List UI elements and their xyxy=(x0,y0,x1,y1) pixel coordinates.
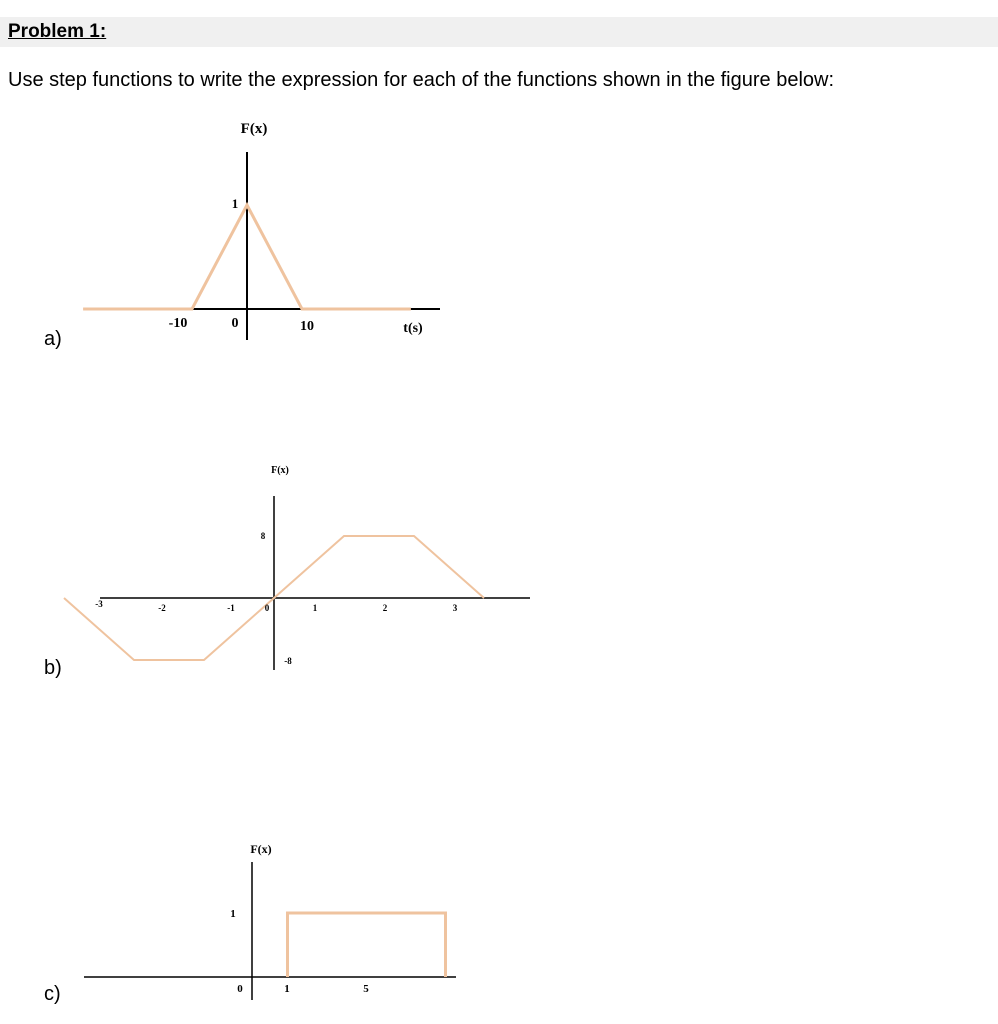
instruction-text: Use step functions to write the expression for each of the functions shown in the figure below: xyxy=(8,69,835,91)
figure-a xyxy=(83,121,440,340)
fig-b-ytick-8: 8 xyxy=(260,531,266,541)
fig-b-xtick-1: 1 xyxy=(312,603,318,613)
fig-c-curve xyxy=(288,913,446,977)
fig-b-xtick-3: 3 xyxy=(452,603,458,613)
fig-c-ytick-1: 1 xyxy=(230,908,236,920)
fig-a-ytick-1: 1 xyxy=(231,196,239,211)
part-a-label: a) xyxy=(44,328,62,350)
fig-b-xtick-0: 0 xyxy=(264,603,270,613)
fig-a-ylabel: F(x) xyxy=(240,121,268,137)
fig-a-xlabel: t(s) xyxy=(403,321,423,336)
fig-b-ytick-neg8: -8 xyxy=(284,656,292,666)
fig-b-xtick-2: 2 xyxy=(382,603,388,613)
fig-c-xtick-5: 5 xyxy=(363,983,369,995)
fig-a-xtick-0: 0 xyxy=(231,316,239,331)
fig-c-ylabel: F(x) xyxy=(250,842,272,856)
part-c-label: c) xyxy=(44,983,61,1005)
figure-b xyxy=(64,465,530,670)
fig-b-xtick-neg1: -1 xyxy=(227,603,235,613)
problem-heading: Problem 1: xyxy=(8,21,107,42)
fig-c-xtick-1: 1 xyxy=(284,983,290,995)
fig-b-ylabel: F(x) xyxy=(271,465,289,476)
fig-c-xtick-0: 0 xyxy=(237,983,243,995)
fig-b-xtick-neg3: -3 xyxy=(95,599,103,609)
figure-c xyxy=(84,842,456,1000)
fig-b-xtick-neg2: -2 xyxy=(158,603,166,613)
fig-a-xtick-neg10: -10 xyxy=(168,316,188,331)
part-b-label: b) xyxy=(44,657,62,679)
fig-a-xtick-10: 10 xyxy=(300,319,314,334)
